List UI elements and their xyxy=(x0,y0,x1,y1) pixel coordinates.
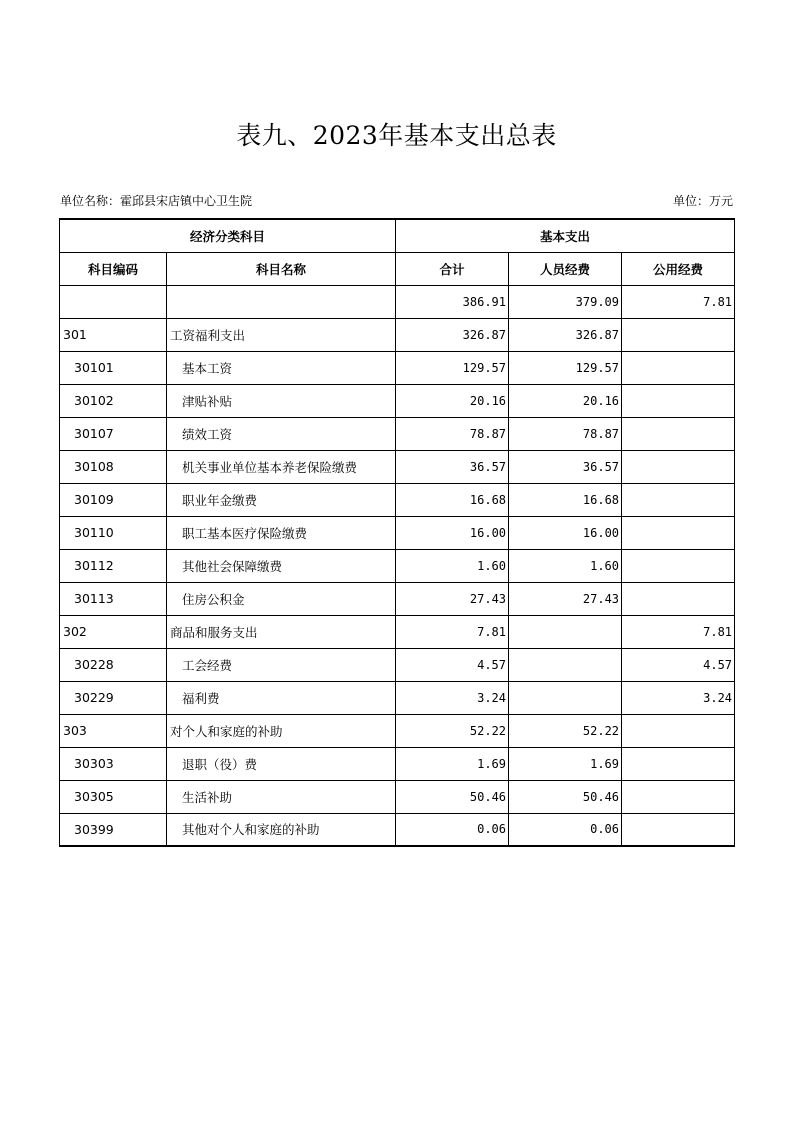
cell-total: 20.16 xyxy=(396,384,509,417)
cell-total: 78.87 xyxy=(396,417,509,450)
cell-code: 302 xyxy=(60,615,167,648)
cell-personnel: 0.06 xyxy=(509,813,622,846)
cell-public xyxy=(622,714,735,747)
column-header-public: 公用经费 xyxy=(622,252,735,285)
cell-personnel: 326.87 xyxy=(509,318,622,351)
cell-personnel: 1.69 xyxy=(509,747,622,780)
cell-public xyxy=(622,780,735,813)
cell-name: 其他社会保障缴费 xyxy=(167,549,396,582)
table-row xyxy=(60,450,735,483)
cell-name: 住房公积金 xyxy=(167,582,396,615)
table-row xyxy=(60,417,735,450)
page-title: 表九、2023年基本支出总表 xyxy=(236,121,557,150)
cell-code: 30112 xyxy=(60,549,167,582)
table-row xyxy=(60,549,735,582)
cell-code: 30228 xyxy=(60,648,167,681)
cell-name: 职业年金缴费 xyxy=(167,483,396,516)
cell-total: 27.43 xyxy=(396,582,509,615)
cell-total: 4.57 xyxy=(396,648,509,681)
cell-name: 退职（役）费 xyxy=(167,747,396,780)
cell-name: 绩效工资 xyxy=(167,417,396,450)
cell-public xyxy=(622,483,735,516)
cell-personnel: 27.43 xyxy=(509,582,622,615)
cell-total: 326.87 xyxy=(396,318,509,351)
cell-public xyxy=(622,549,735,582)
table-row xyxy=(60,318,735,351)
cell-code: 301 xyxy=(60,318,167,351)
cell-public xyxy=(622,450,735,483)
cell-name: 工会经费 xyxy=(167,648,396,681)
cell-total: 3.24 xyxy=(396,681,509,714)
cell-total: 386.91 xyxy=(396,285,509,318)
cell-personnel xyxy=(509,681,622,714)
currency-unit-label: 单位：万元 xyxy=(672,194,733,208)
cell-code: 30101 xyxy=(60,351,167,384)
table-row xyxy=(60,615,735,648)
table-row xyxy=(60,648,735,681)
table-row xyxy=(60,516,735,549)
column-header-personnel: 人员经费 xyxy=(509,252,622,285)
cell-personnel: 36.57 xyxy=(509,450,622,483)
group-header-classification: 经济分类科目 xyxy=(60,219,396,252)
table-row xyxy=(60,351,735,384)
cell-personnel: 50.46 xyxy=(509,780,622,813)
cell-total: 52.22 xyxy=(396,714,509,747)
table-row xyxy=(60,714,735,747)
cell-name xyxy=(167,285,396,318)
cell-public xyxy=(622,516,735,549)
table-row xyxy=(60,747,735,780)
cell-public xyxy=(622,813,735,846)
cell-personnel xyxy=(509,648,622,681)
cell-personnel xyxy=(509,615,622,648)
cell-personnel: 129.57 xyxy=(509,351,622,384)
cell-public xyxy=(622,351,735,384)
basic-expense-table xyxy=(59,218,735,847)
cell-total: 7.81 xyxy=(396,615,509,648)
cell-code xyxy=(60,285,167,318)
column-header-code: 科目编码 xyxy=(60,252,167,285)
table-row xyxy=(60,483,735,516)
cell-code: 30102 xyxy=(60,384,167,417)
cell-name: 福利费 xyxy=(167,681,396,714)
cell-personnel: 16.68 xyxy=(509,483,622,516)
cell-personnel: 78.87 xyxy=(509,417,622,450)
table-row xyxy=(60,384,735,417)
cell-public xyxy=(622,318,735,351)
cell-name: 商品和服务支出 xyxy=(167,615,396,648)
group-header-row xyxy=(60,219,735,252)
table-row xyxy=(60,681,735,714)
cell-public xyxy=(622,417,735,450)
cell-personnel: 379.09 xyxy=(509,285,622,318)
cell-total: 16.68 xyxy=(396,483,509,516)
cell-name: 津贴补贴 xyxy=(167,384,396,417)
cell-code: 30303 xyxy=(60,747,167,780)
cell-name: 工资福利支出 xyxy=(167,318,396,351)
cell-personnel: 20.16 xyxy=(509,384,622,417)
table-row xyxy=(60,582,735,615)
cell-name: 对个人和家庭的补助 xyxy=(167,714,396,747)
cell-total: 0.06 xyxy=(396,813,509,846)
cell-personnel: 52.22 xyxy=(509,714,622,747)
cell-public xyxy=(622,747,735,780)
cell-name: 机关事业单位基本养老保险缴费 xyxy=(167,450,396,483)
cell-total: 1.60 xyxy=(396,549,509,582)
column-header-total: 合计 xyxy=(396,252,509,285)
cell-code: 30107 xyxy=(60,417,167,450)
cell-personnel: 16.00 xyxy=(509,516,622,549)
cell-name: 生活补助 xyxy=(167,780,396,813)
cell-public xyxy=(622,582,735,615)
cell-code: 30229 xyxy=(60,681,167,714)
cell-name: 其他对个人和家庭的补助 xyxy=(167,813,396,846)
group-header-basic-expense: 基本支出 xyxy=(396,219,735,252)
cell-code: 30108 xyxy=(60,450,167,483)
cell-code: 30113 xyxy=(60,582,167,615)
table-row xyxy=(60,780,735,813)
cell-personnel: 1.60 xyxy=(509,549,622,582)
column-header-name: 科目名称 xyxy=(167,252,396,285)
cell-public: 3.24 xyxy=(622,681,735,714)
cell-code: 303 xyxy=(60,714,167,747)
cell-total: 1.69 xyxy=(396,747,509,780)
cell-total: 36.57 xyxy=(396,450,509,483)
cell-name: 职工基本医疗保险缴费 xyxy=(167,516,396,549)
total-row xyxy=(60,285,735,318)
cell-total: 16.00 xyxy=(396,516,509,549)
cell-code: 30110 xyxy=(60,516,167,549)
table-body xyxy=(60,285,735,846)
column-header-row xyxy=(60,252,735,285)
cell-name: 基本工资 xyxy=(167,351,396,384)
table-row xyxy=(60,813,735,846)
unit-name-label: 单位名称：霍邱县宋店镇中心卫生院 xyxy=(60,194,253,208)
cell-code: 30109 xyxy=(60,483,167,516)
cell-total: 50.46 xyxy=(396,780,509,813)
cell-public: 4.57 xyxy=(622,648,735,681)
cell-public: 7.81 xyxy=(622,615,735,648)
cell-total: 129.57 xyxy=(396,351,509,384)
cell-public xyxy=(622,384,735,417)
cell-code: 30305 xyxy=(60,780,167,813)
cell-public: 7.81 xyxy=(622,285,735,318)
cell-code: 30399 xyxy=(60,813,167,846)
